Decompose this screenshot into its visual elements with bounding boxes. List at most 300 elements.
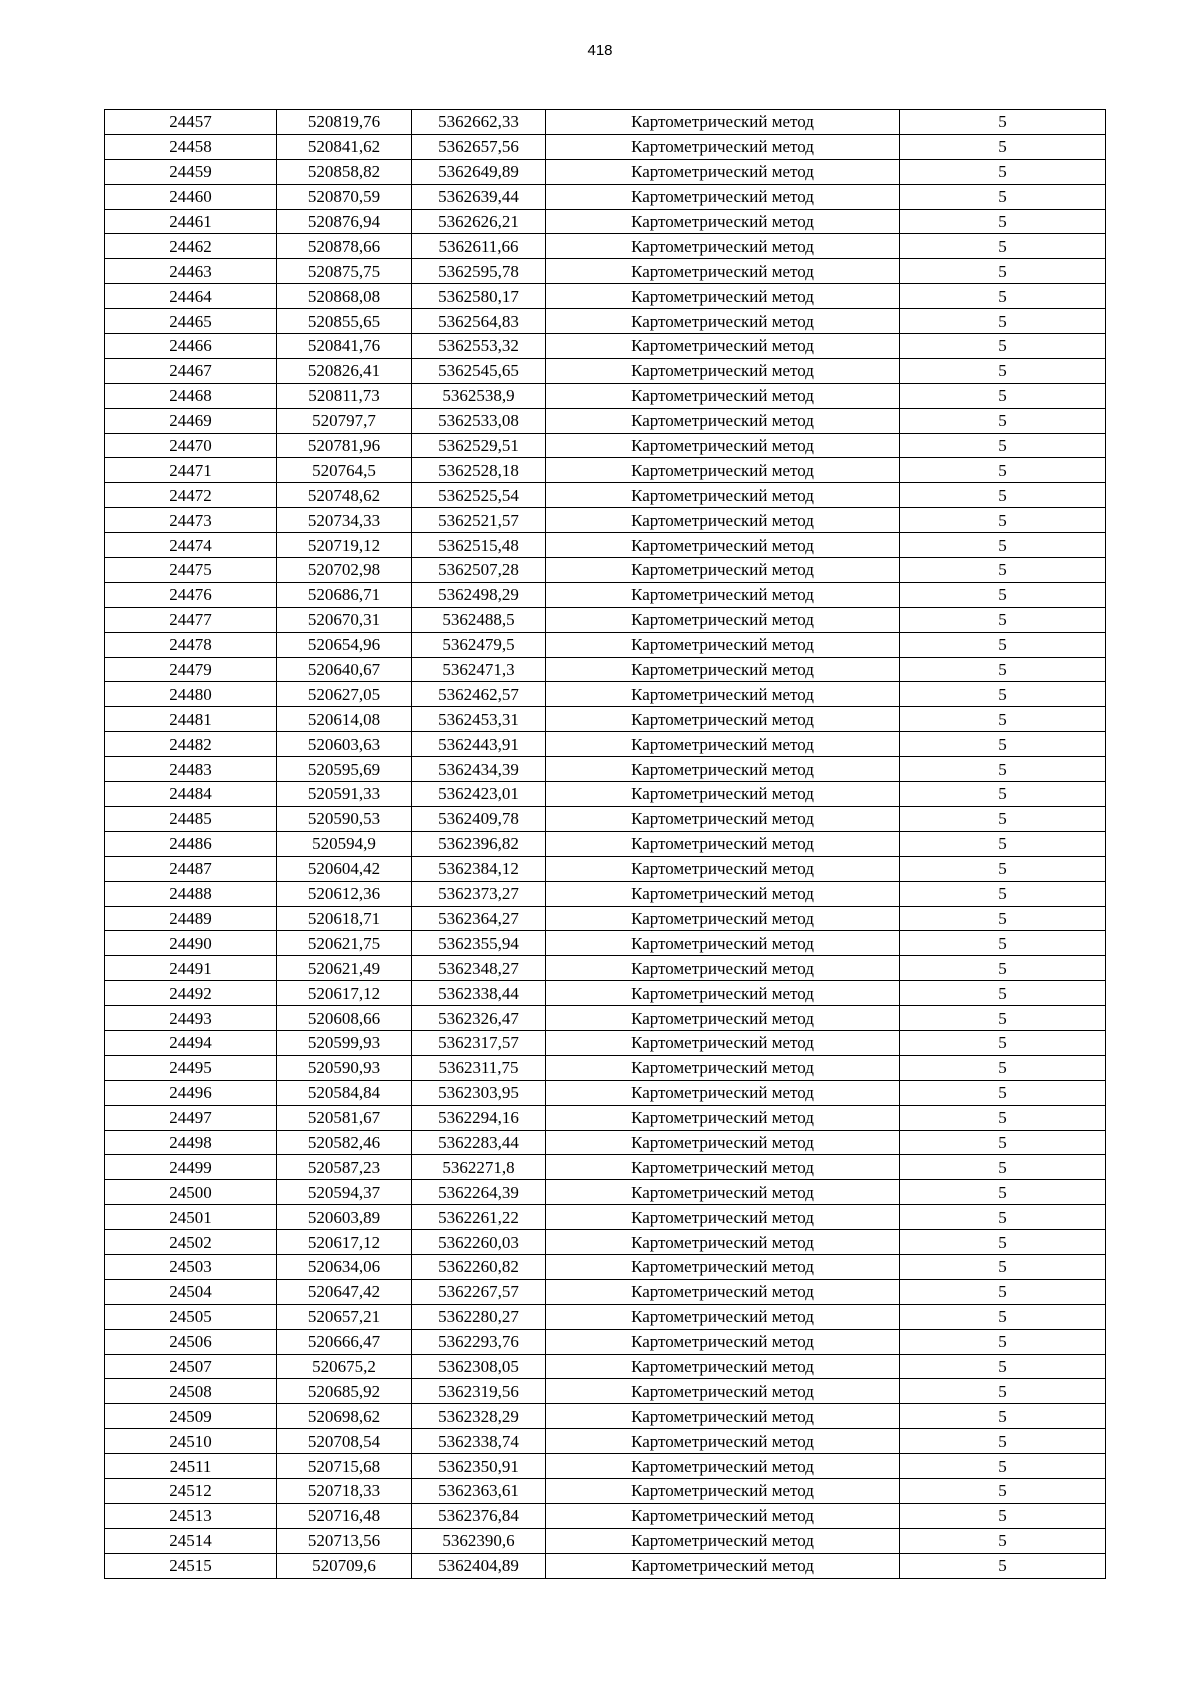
method-cell: Картометрический метод (546, 1503, 900, 1528)
accuracy-cell: 5 (900, 1279, 1106, 1304)
table-row (105, 682, 1106, 707)
method-cell: Картометрический метод (546, 408, 900, 433)
x-coordinate-cell: 520878,66 (277, 234, 412, 259)
accuracy-cell: 5 (900, 1404, 1106, 1429)
point-number-cell: 24463 (105, 259, 277, 284)
table-row (105, 458, 1106, 483)
point-number-cell: 24473 (105, 508, 277, 533)
method-cell: Картометрический метод (546, 234, 900, 259)
table-row (105, 1379, 1106, 1404)
accuracy-cell: 5 (900, 1478, 1106, 1503)
y-coordinate-cell: 5362328,29 (412, 1404, 546, 1429)
method-cell: Картометрический метод (546, 1180, 900, 1205)
y-coordinate-cell: 5362423,01 (412, 782, 546, 807)
accuracy-cell: 5 (900, 782, 1106, 807)
x-coordinate-cell: 520608,66 (277, 1006, 412, 1031)
table-row (105, 931, 1106, 956)
x-coordinate-cell: 520590,53 (277, 806, 412, 831)
x-coordinate-cell: 520702,98 (277, 558, 412, 583)
method-cell: Картометрический метод (546, 1155, 900, 1180)
point-number-cell: 24468 (105, 383, 277, 408)
x-coordinate-cell: 520618,71 (277, 906, 412, 931)
point-number-cell: 24490 (105, 931, 277, 956)
y-coordinate-cell: 5362373,27 (412, 881, 546, 906)
table-row (105, 1030, 1106, 1055)
point-number-cell: 24464 (105, 284, 277, 309)
accuracy-cell: 5 (900, 209, 1106, 234)
x-coordinate-cell: 520716,48 (277, 1503, 412, 1528)
point-number-cell: 24495 (105, 1055, 277, 1080)
point-number-cell: 24486 (105, 831, 277, 856)
x-coordinate-cell: 520858,82 (277, 159, 412, 184)
y-coordinate-cell: 5362553,32 (412, 334, 546, 359)
y-coordinate-cell: 5362264,39 (412, 1180, 546, 1205)
table-row (105, 358, 1106, 383)
accuracy-cell: 5 (900, 1329, 1106, 1354)
accuracy-cell: 5 (900, 259, 1106, 284)
point-number-cell: 24489 (105, 906, 277, 931)
x-coordinate-cell: 520591,33 (277, 782, 412, 807)
accuracy-cell: 5 (900, 1528, 1106, 1553)
accuracy-cell: 5 (900, 134, 1106, 159)
method-cell: Картометрический метод (546, 134, 900, 159)
point-number-cell: 24487 (105, 856, 277, 881)
x-coordinate-cell: 520603,63 (277, 732, 412, 757)
accuracy-cell: 5 (900, 682, 1106, 707)
accuracy-cell: 5 (900, 1180, 1106, 1205)
point-number-cell: 24496 (105, 1080, 277, 1105)
point-number-cell: 24460 (105, 184, 277, 209)
table-row (105, 508, 1106, 533)
method-cell: Картометрический метод (546, 657, 900, 682)
accuracy-cell: 5 (900, 458, 1106, 483)
method-cell: Картометрический метод (546, 209, 900, 234)
method-cell: Картометрический метод (546, 707, 900, 732)
table-row (105, 956, 1106, 981)
point-number-cell: 24504 (105, 1279, 277, 1304)
method-cell: Картометрический метод (546, 732, 900, 757)
accuracy-cell: 5 (900, 1454, 1106, 1479)
method-cell: Картометрический метод (546, 383, 900, 408)
y-coordinate-cell: 5362529,51 (412, 433, 546, 458)
x-coordinate-cell: 520675,2 (277, 1354, 412, 1379)
point-number-cell: 24498 (105, 1130, 277, 1155)
y-coordinate-cell: 5362326,47 (412, 1006, 546, 1031)
method-cell: Картометрический метод (546, 1105, 900, 1130)
point-number-cell: 24482 (105, 732, 277, 757)
point-number-cell: 24494 (105, 1030, 277, 1055)
method-cell: Картометрический метод (546, 831, 900, 856)
accuracy-cell: 5 (900, 558, 1106, 583)
method-cell: Картометрический метод (546, 856, 900, 881)
y-coordinate-cell: 5362525,54 (412, 483, 546, 508)
method-cell: Картометрический метод (546, 931, 900, 956)
method-cell: Картометрический метод (546, 358, 900, 383)
x-coordinate-cell: 520713,56 (277, 1528, 412, 1553)
y-coordinate-cell: 5362311,75 (412, 1055, 546, 1080)
accuracy-cell: 5 (900, 358, 1106, 383)
table-row (105, 1354, 1106, 1379)
method-cell: Картометрический метод (546, 1553, 900, 1578)
y-coordinate-cell: 5362338,74 (412, 1429, 546, 1454)
y-coordinate-cell: 5362303,95 (412, 1080, 546, 1105)
y-coordinate-cell: 5362271,8 (412, 1155, 546, 1180)
y-coordinate-cell: 5362308,05 (412, 1354, 546, 1379)
point-number-cell: 24497 (105, 1105, 277, 1130)
point-number-cell: 24501 (105, 1205, 277, 1230)
accuracy-cell: 5 (900, 1205, 1106, 1230)
method-cell: Картометрический метод (546, 1404, 900, 1429)
x-coordinate-cell: 520708,54 (277, 1429, 412, 1454)
table-row (105, 1478, 1106, 1503)
x-coordinate-cell: 520819,76 (277, 110, 412, 135)
point-number-cell: 24499 (105, 1155, 277, 1180)
table-row (105, 184, 1106, 209)
y-coordinate-cell: 5362611,66 (412, 234, 546, 259)
table-row (105, 1105, 1106, 1130)
y-coordinate-cell: 5362338,44 (412, 981, 546, 1006)
x-coordinate-cell: 520657,21 (277, 1304, 412, 1329)
x-coordinate-cell: 520826,41 (277, 358, 412, 383)
accuracy-cell: 5 (900, 1354, 1106, 1379)
accuracy-cell: 5 (900, 508, 1106, 533)
accuracy-cell: 5 (900, 931, 1106, 956)
method-cell: Картометрический метод (546, 582, 900, 607)
x-coordinate-cell: 520875,75 (277, 259, 412, 284)
x-coordinate-cell: 520617,12 (277, 981, 412, 1006)
accuracy-cell: 5 (900, 284, 1106, 309)
accuracy-cell: 5 (900, 881, 1106, 906)
method-cell: Картометрический метод (546, 1528, 900, 1553)
accuracy-cell: 5 (900, 408, 1106, 433)
x-coordinate-cell: 520590,93 (277, 1055, 412, 1080)
accuracy-cell: 5 (900, 707, 1106, 732)
accuracy-cell: 5 (900, 1155, 1106, 1180)
method-cell: Картометрический метод (546, 1379, 900, 1404)
y-coordinate-cell: 5362533,08 (412, 408, 546, 433)
table-row (105, 782, 1106, 807)
table-row (105, 657, 1106, 682)
point-number-cell: 24488 (105, 881, 277, 906)
accuracy-cell: 5 (900, 383, 1106, 408)
point-number-cell: 24512 (105, 1478, 277, 1503)
y-coordinate-cell: 5362348,27 (412, 956, 546, 981)
point-number-cell: 24472 (105, 483, 277, 508)
method-cell: Картометрический метод (546, 110, 900, 135)
method-cell: Картометрический метод (546, 309, 900, 334)
table-row (105, 831, 1106, 856)
x-coordinate-cell: 520841,62 (277, 134, 412, 159)
y-coordinate-cell: 5362434,39 (412, 757, 546, 782)
y-coordinate-cell: 5362260,82 (412, 1254, 546, 1279)
method-cell: Картометрический метод (546, 806, 900, 831)
accuracy-cell: 5 (900, 184, 1106, 209)
x-coordinate-cell: 520582,46 (277, 1130, 412, 1155)
x-coordinate-cell: 520647,42 (277, 1279, 412, 1304)
x-coordinate-cell: 520718,33 (277, 1478, 412, 1503)
table-row (105, 383, 1106, 408)
y-coordinate-cell: 5362319,56 (412, 1379, 546, 1404)
table-row (105, 906, 1106, 931)
table-row (105, 607, 1106, 632)
method-cell: Картометрический метод (546, 1454, 900, 1479)
point-number-cell: 24474 (105, 533, 277, 558)
x-coordinate-cell: 520870,59 (277, 184, 412, 209)
x-coordinate-cell: 520614,08 (277, 707, 412, 732)
table-row (105, 1180, 1106, 1205)
x-coordinate-cell: 520811,73 (277, 383, 412, 408)
x-coordinate-cell: 520686,71 (277, 582, 412, 607)
table-row (105, 707, 1106, 732)
point-number-cell: 24477 (105, 607, 277, 632)
y-coordinate-cell: 5362260,03 (412, 1230, 546, 1255)
table-row (105, 1080, 1106, 1105)
accuracy-cell: 5 (900, 856, 1106, 881)
accuracy-cell: 5 (900, 1105, 1106, 1130)
y-coordinate-cell: 5362662,33 (412, 110, 546, 135)
y-coordinate-cell: 5362390,6 (412, 1528, 546, 1553)
accuracy-cell: 5 (900, 906, 1106, 931)
accuracy-cell: 5 (900, 1304, 1106, 1329)
point-number-cell: 24484 (105, 782, 277, 807)
point-number-cell: 24492 (105, 981, 277, 1006)
y-coordinate-cell: 5362545,65 (412, 358, 546, 383)
y-coordinate-cell: 5362280,27 (412, 1304, 546, 1329)
table-row (105, 209, 1106, 234)
x-coordinate-cell: 520685,92 (277, 1379, 412, 1404)
y-coordinate-cell: 5362283,44 (412, 1130, 546, 1155)
accuracy-cell: 5 (900, 981, 1106, 1006)
table-row (105, 582, 1106, 607)
point-number-cell: 24462 (105, 234, 277, 259)
y-coordinate-cell: 5362521,57 (412, 508, 546, 533)
accuracy-cell: 5 (900, 732, 1106, 757)
x-coordinate-cell: 520612,36 (277, 881, 412, 906)
method-cell: Картометрический метод (546, 1006, 900, 1031)
method-cell: Картометрический метод (546, 1055, 900, 1080)
point-number-cell: 24502 (105, 1230, 277, 1255)
accuracy-cell: 5 (900, 1130, 1106, 1155)
point-number-cell: 24509 (105, 1404, 277, 1429)
point-number-cell: 24467 (105, 358, 277, 383)
y-coordinate-cell: 5362453,31 (412, 707, 546, 732)
y-coordinate-cell: 5362498,29 (412, 582, 546, 607)
table-row (105, 533, 1106, 558)
accuracy-cell: 5 (900, 657, 1106, 682)
x-coordinate-cell: 520584,84 (277, 1080, 412, 1105)
table-row (105, 881, 1106, 906)
method-cell: Картометрический метод (546, 1080, 900, 1105)
x-coordinate-cell: 520715,68 (277, 1454, 412, 1479)
x-coordinate-cell: 520670,31 (277, 607, 412, 632)
accuracy-cell: 5 (900, 582, 1106, 607)
y-coordinate-cell: 5362471,3 (412, 657, 546, 682)
point-number-cell: 24471 (105, 458, 277, 483)
accuracy-cell: 5 (900, 234, 1106, 259)
accuracy-cell: 5 (900, 956, 1106, 981)
table-row (105, 1503, 1106, 1528)
table-row (105, 1454, 1106, 1479)
y-coordinate-cell: 5362564,83 (412, 309, 546, 334)
x-coordinate-cell: 520855,65 (277, 309, 412, 334)
table-row (105, 1404, 1106, 1429)
point-number-cell: 24478 (105, 632, 277, 657)
x-coordinate-cell: 520734,33 (277, 508, 412, 533)
accuracy-cell: 5 (900, 334, 1106, 359)
method-cell: Картометрический метод (546, 1478, 900, 1503)
point-number-cell: 24503 (105, 1254, 277, 1279)
accuracy-cell: 5 (900, 1379, 1106, 1404)
y-coordinate-cell: 5362364,27 (412, 906, 546, 931)
point-number-cell: 24459 (105, 159, 277, 184)
x-coordinate-cell: 520868,08 (277, 284, 412, 309)
method-cell: Картометрический метод (546, 184, 900, 209)
method-cell: Картометрический метод (546, 1329, 900, 1354)
y-coordinate-cell: 5362595,78 (412, 259, 546, 284)
x-coordinate-cell: 520640,67 (277, 657, 412, 682)
accuracy-cell: 5 (900, 1553, 1106, 1578)
x-coordinate-cell: 520594,37 (277, 1180, 412, 1205)
accuracy-cell: 5 (900, 1503, 1106, 1528)
y-coordinate-cell: 5362267,57 (412, 1279, 546, 1304)
table-row (105, 1006, 1106, 1031)
point-number-cell: 24485 (105, 806, 277, 831)
accuracy-cell: 5 (900, 1030, 1106, 1055)
table-row (105, 1130, 1106, 1155)
method-cell: Картометрический метод (546, 782, 900, 807)
y-coordinate-cell: 5362376,84 (412, 1503, 546, 1528)
y-coordinate-cell: 5362515,48 (412, 533, 546, 558)
y-coordinate-cell: 5362317,57 (412, 1030, 546, 1055)
accuracy-cell: 5 (900, 1080, 1106, 1105)
table-row (105, 1254, 1106, 1279)
method-cell: Картометрический метод (546, 483, 900, 508)
accuracy-cell: 5 (900, 533, 1106, 558)
method-cell: Картометрический метод (546, 1429, 900, 1454)
table-row (105, 433, 1106, 458)
point-number-cell: 24511 (105, 1454, 277, 1479)
point-number-cell: 24475 (105, 558, 277, 583)
x-coordinate-cell: 520841,76 (277, 334, 412, 359)
point-number-cell: 24457 (105, 110, 277, 135)
point-number-cell: 24479 (105, 657, 277, 682)
table-row (105, 1279, 1106, 1304)
accuracy-cell: 5 (900, 757, 1106, 782)
table-row (105, 408, 1106, 433)
method-cell: Картометрический метод (546, 458, 900, 483)
method-cell: Картометрический метод (546, 1354, 900, 1379)
table-row (105, 1055, 1106, 1080)
x-coordinate-cell: 520581,67 (277, 1105, 412, 1130)
x-coordinate-cell: 520599,93 (277, 1030, 412, 1055)
x-coordinate-cell: 520621,75 (277, 931, 412, 956)
method-cell: Картометрический метод (546, 1130, 900, 1155)
accuracy-cell: 5 (900, 433, 1106, 458)
x-coordinate-cell: 520604,42 (277, 856, 412, 881)
table-row (105, 1230, 1106, 1255)
table-row (105, 1429, 1106, 1454)
point-number-cell: 24514 (105, 1528, 277, 1553)
y-coordinate-cell: 5362363,61 (412, 1478, 546, 1503)
x-coordinate-cell: 520666,47 (277, 1329, 412, 1354)
accuracy-cell: 5 (900, 309, 1106, 334)
accuracy-cell: 5 (900, 110, 1106, 135)
accuracy-cell: 5 (900, 1254, 1106, 1279)
method-cell: Картометрический метод (546, 906, 900, 931)
point-number-cell: 24481 (105, 707, 277, 732)
table-row (105, 234, 1106, 259)
table-row (105, 1553, 1106, 1578)
table-row (105, 483, 1106, 508)
table-row (105, 1329, 1106, 1354)
y-coordinate-cell: 5362384,12 (412, 856, 546, 881)
method-cell: Картометрический метод (546, 757, 900, 782)
y-coordinate-cell: 5362261,22 (412, 1205, 546, 1230)
y-coordinate-cell: 5362507,28 (412, 558, 546, 583)
method-cell: Картометрический метод (546, 159, 900, 184)
accuracy-cell: 5 (900, 1230, 1106, 1255)
method-cell: Картометрический метод (546, 334, 900, 359)
point-number-cell: 24508 (105, 1379, 277, 1404)
x-coordinate-cell: 520797,7 (277, 408, 412, 433)
y-coordinate-cell: 5362409,78 (412, 806, 546, 831)
table-row (105, 259, 1106, 284)
y-coordinate-cell: 5362355,94 (412, 931, 546, 956)
x-coordinate-cell: 520876,94 (277, 209, 412, 234)
y-coordinate-cell: 5362396,82 (412, 831, 546, 856)
table-row (105, 134, 1106, 159)
x-coordinate-cell: 520764,5 (277, 458, 412, 483)
accuracy-cell: 5 (900, 483, 1106, 508)
table-row (105, 159, 1106, 184)
page-number: 418 (587, 42, 613, 59)
table-row (105, 981, 1106, 1006)
accuracy-cell: 5 (900, 1429, 1106, 1454)
method-cell: Картометрический метод (546, 1205, 900, 1230)
point-number-cell: 24461 (105, 209, 277, 234)
method-cell: Картометрический метод (546, 533, 900, 558)
y-coordinate-cell: 5362528,18 (412, 458, 546, 483)
table-row (105, 856, 1106, 881)
x-coordinate-cell: 520621,49 (277, 956, 412, 981)
table-row (105, 558, 1106, 583)
accuracy-cell: 5 (900, 159, 1106, 184)
method-cell: Картометрический метод (546, 981, 900, 1006)
point-number-cell: 24491 (105, 956, 277, 981)
y-coordinate-cell: 5362538,9 (412, 383, 546, 408)
point-number-cell: 24500 (105, 1180, 277, 1205)
point-number-cell: 24493 (105, 1006, 277, 1031)
accuracy-cell: 5 (900, 632, 1106, 657)
y-coordinate-cell: 5362462,57 (412, 682, 546, 707)
table-row (105, 110, 1106, 135)
method-cell: Картометрический метод (546, 1254, 900, 1279)
x-coordinate-cell: 520594,9 (277, 831, 412, 856)
method-cell: Картометрический метод (546, 284, 900, 309)
point-number-cell: 24470 (105, 433, 277, 458)
method-cell: Картометрический метод (546, 508, 900, 533)
point-number-cell: 24506 (105, 1329, 277, 1354)
y-coordinate-cell: 5362479,5 (412, 632, 546, 657)
x-coordinate-cell: 520627,05 (277, 682, 412, 707)
x-coordinate-cell: 520719,12 (277, 533, 412, 558)
accuracy-cell: 5 (900, 1055, 1106, 1080)
table-row (105, 632, 1106, 657)
table-row (105, 1528, 1106, 1553)
point-number-cell: 24480 (105, 682, 277, 707)
x-coordinate-cell: 520603,89 (277, 1205, 412, 1230)
x-coordinate-cell: 520781,96 (277, 433, 412, 458)
